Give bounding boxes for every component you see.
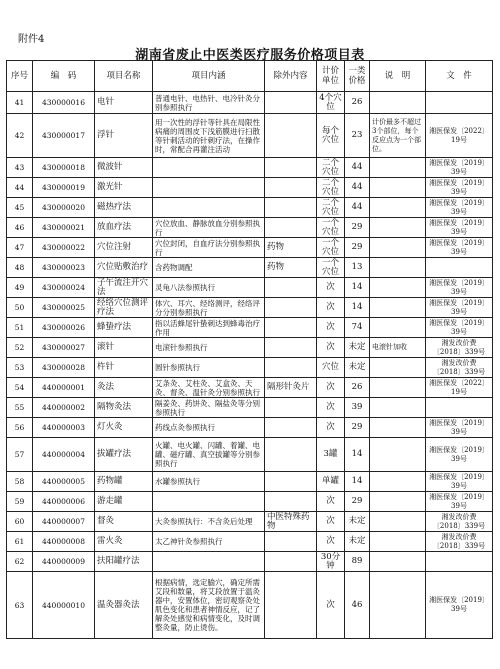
cell-name: 灸法 <box>95 378 153 398</box>
cell-doc <box>426 398 493 418</box>
header-price: 一类价格 <box>345 61 370 92</box>
table-row <box>7 238 493 258</box>
table-row <box>7 532 493 552</box>
cell-no: 47 <box>7 238 33 258</box>
cell-code: 440000008 <box>33 532 95 552</box>
cell-code: 440000005 <box>33 472 95 492</box>
cell-unit: 次 <box>317 532 345 552</box>
cell-except <box>265 158 317 178</box>
cell-unit: 二个穴位 <box>317 158 345 178</box>
header-doc: 文 件 <box>426 61 493 92</box>
cell-note <box>370 198 426 218</box>
cell-except <box>265 492 317 512</box>
cell-doc: 湘医保发〔2019〕39号 <box>426 418 493 438</box>
cell-code: 430000018 <box>33 158 95 178</box>
cell-content: 太乙神针灸参照执行 <box>153 532 265 552</box>
cell-content: 穴位封闭，自血疗法分别参照执行 <box>153 238 265 258</box>
cell-content <box>153 492 265 512</box>
header-content: 项目内涵 <box>153 61 265 92</box>
cell-unit: 每个穴位 <box>317 114 345 158</box>
cell-note <box>370 358 426 378</box>
cell-no: 58 <box>7 472 33 492</box>
cell-no: 45 <box>7 198 33 218</box>
cell-price: 14 <box>345 472 370 492</box>
table-row <box>7 358 493 378</box>
cell-except <box>265 472 317 492</box>
cell-content: 灵龟八法参照执行 <box>153 278 265 298</box>
cell-doc: 湘医保发〔2022〕19号 <box>426 378 493 398</box>
table-row <box>7 472 493 492</box>
cell-code: 430000024 <box>33 278 95 298</box>
cell-note <box>370 472 426 492</box>
cell-no: 41 <box>7 92 33 114</box>
cell-no: 44 <box>7 178 33 198</box>
cell-except <box>265 298 317 318</box>
table-row <box>7 338 493 358</box>
cell-unit: 次 <box>317 492 345 512</box>
cell-except <box>265 114 317 158</box>
cell-doc: 湘医保发〔2019〕39号 <box>426 238 493 258</box>
cell-unit: 一个穴位 <box>317 258 345 278</box>
cell-price: 26 <box>345 378 370 398</box>
cell-price: 89 <box>345 552 370 572</box>
cell-name: 穴位注射 <box>95 238 153 258</box>
cell-doc <box>426 552 493 572</box>
cell-content: 圆针参照执行 <box>153 358 265 378</box>
page-title: 湖南省废止中医类医疗服务价格项目表 <box>135 48 365 63</box>
table-row <box>7 438 493 472</box>
table-row <box>7 572 493 639</box>
cell-price: 39 <box>345 398 370 418</box>
cell-name: 蜂蛰疗法 <box>95 318 153 338</box>
cell-content: 根据病情，选定腧穴，确定所需艾段和数量，将艾段放置于温灸器中，安置体位，密切观察灸处肌色变化和患者神情反应，记了解灸处感觉和病情变化，及时调整灸量，防止烫伤。 <box>153 572 265 639</box>
cell-doc: 湘医保发〔2019〕39号 <box>426 178 493 198</box>
cell-note <box>370 572 426 639</box>
cell-doc: 湘医保发〔2019〕39号 <box>426 572 493 639</box>
cell-doc: 湘发改价费〔2018〕339号 <box>426 338 493 358</box>
cell-unit: 二个穴位 <box>317 198 345 218</box>
table-row <box>7 218 493 238</box>
table-row <box>7 92 493 114</box>
cell-unit: 30分钟 <box>317 552 345 572</box>
cell-except <box>265 92 317 114</box>
cell-price: 46 <box>345 572 370 639</box>
cell-unit: 次 <box>317 418 345 438</box>
cell-code: 430000025 <box>33 298 95 318</box>
cell-doc <box>426 258 493 278</box>
header-except: 除外内容 <box>265 61 317 92</box>
cell-unit: 次 <box>317 572 345 639</box>
cell-except <box>265 178 317 198</box>
cell-price: 29 <box>345 218 370 238</box>
cell-code: 440000004 <box>33 438 95 472</box>
cell-price: 29 <box>345 418 370 438</box>
cell-no: 53 <box>7 358 33 378</box>
cell-doc: 湘发改价费〔2018〕339号 <box>426 512 493 532</box>
cell-except <box>265 358 317 378</box>
cell-name: 杵针 <box>95 358 153 378</box>
cell-name: 温灸器灸法 <box>95 572 153 639</box>
cell-code: 440000006 <box>33 492 95 512</box>
cell-doc: 湘医保发〔2019〕39号 <box>426 218 493 238</box>
cell-note <box>370 318 426 338</box>
cell-no: 43 <box>7 158 33 178</box>
cell-content: 隔姜灸、药饼灸、隔盐灸等分别参照执行 <box>153 398 265 418</box>
cell-no: 46 <box>7 218 33 238</box>
cell-name: 雷火灸 <box>95 532 153 552</box>
cell-price: 13 <box>345 258 370 278</box>
cell-no: 48 <box>7 258 33 278</box>
cell-code: 430000020 <box>33 198 95 218</box>
cell-content: 水罐参照执行 <box>153 472 265 492</box>
cell-content <box>153 158 265 178</box>
cell-name: 子午流注开穴法 <box>95 278 153 298</box>
cell-no: 49 <box>7 278 33 298</box>
cell-name: 放血疗法 <box>95 218 153 238</box>
cell-no: 50 <box>7 298 33 318</box>
cell-content: 电滚针参照执行 <box>153 338 265 358</box>
cell-note <box>370 552 426 572</box>
cell-code: 440000003 <box>33 418 95 438</box>
cell-content: 艾条灸、艾柱灸、艾盒灸、天灸、督灸、温针灸分别参照执行 <box>153 378 265 398</box>
cell-note <box>370 378 426 398</box>
cell-price: 未定 <box>345 512 370 532</box>
cell-price: 44 <box>345 158 370 178</box>
cell-content: 大灸参照执行：不含灸后处理 <box>153 512 265 532</box>
cell-unit: 一个穴位 <box>317 218 345 238</box>
header-no: 序号 <box>7 61 33 92</box>
cell-doc: 湘发改价费〔2018〕339号 <box>426 358 493 378</box>
cell-no: 57 <box>7 438 33 472</box>
cell-code: 430000017 <box>33 114 95 158</box>
cell-doc: 湘医保发〔2019〕39号 <box>426 318 493 338</box>
cell-no: 55 <box>7 398 33 418</box>
cell-name: 药物罐 <box>95 472 153 492</box>
cell-code: 440000007 <box>33 512 95 532</box>
cell-note: 计价最多不超过3个部位，每个反应点为一个部位。 <box>370 114 426 158</box>
cell-note <box>370 238 426 258</box>
cell-except <box>265 438 317 472</box>
cell-code: 430000016 <box>33 92 95 114</box>
cell-except <box>265 572 317 639</box>
cell-note <box>370 532 426 552</box>
table-row <box>7 178 493 198</box>
cell-price: 14 <box>345 438 370 472</box>
cell-note <box>370 278 426 298</box>
cell-price: 26 <box>345 92 370 114</box>
cell-name: 电针 <box>95 92 153 114</box>
cell-name: 激光针 <box>95 178 153 198</box>
table-row <box>7 278 493 298</box>
cell-code: 430000028 <box>33 358 95 378</box>
cell-no: 61 <box>7 532 33 552</box>
cell-except: 隔形针灸片 <box>265 378 317 398</box>
cell-code: 440000010 <box>33 572 95 639</box>
cell-price: 23 <box>345 114 370 158</box>
cell-except <box>265 552 317 572</box>
cell-no: 60 <box>7 512 33 532</box>
price-table <box>6 60 493 639</box>
cell-except <box>265 418 317 438</box>
cell-doc: 湘医保发〔2019〕39号 <box>426 492 493 512</box>
cell-note <box>370 398 426 418</box>
cell-code: 430000026 <box>33 318 95 338</box>
cell-content <box>153 552 265 572</box>
cell-name: 拔罐疗法 <box>95 438 153 472</box>
cell-unit: 次 <box>317 512 345 532</box>
cell-price: 14 <box>345 278 370 298</box>
table-row <box>7 198 493 218</box>
table-row <box>7 258 493 278</box>
cell-content: 指以活蜂尾针蛰刺达到蜂毒治疗作用 <box>153 318 265 338</box>
cell-unit: 次 <box>317 278 345 298</box>
cell-content: 药线点灸参照执行 <box>153 418 265 438</box>
cell-name: 灯火灸 <box>95 418 153 438</box>
cell-content: 用一次性的浮针等针具在局限性病痛的周围皮下浅筋膜进行扫散等针刺活动的针刺疗法，在操作时，常配合再灌注活动 <box>153 114 265 158</box>
header-unit: 计价单位 <box>317 61 345 92</box>
cell-price: 未定 <box>345 338 370 358</box>
cell-unit: 4个穴位 <box>317 92 345 114</box>
cell-name: 浮针 <box>95 114 153 158</box>
table-row <box>7 378 493 398</box>
cell-no: 63 <box>7 572 33 639</box>
cell-code: 430000027 <box>33 338 95 358</box>
cell-except <box>265 338 317 358</box>
cell-note <box>370 178 426 198</box>
cell-unit: 二个穴位 <box>317 178 345 198</box>
cell-name: 微波针 <box>95 158 153 178</box>
table-row <box>7 398 493 418</box>
cell-code: 430000019 <box>33 178 95 198</box>
cell-except <box>265 398 317 418</box>
cell-doc: 湘医保发〔2019〕39号 <box>426 278 493 298</box>
cell-price: 29 <box>345 238 370 258</box>
attachment-label: 附件4 <box>18 34 45 45</box>
cell-doc: 湘医保发〔2019〕39号 <box>426 298 493 318</box>
cell-doc: 湘医保发〔2022〕19号 <box>426 114 493 158</box>
cell-except <box>265 532 317 552</box>
header-name: 项目名称 <box>95 61 153 92</box>
cell-except: 药物 <box>265 258 317 278</box>
cell-except <box>265 318 317 338</box>
cell-except: 中医特殊药物 <box>265 512 317 532</box>
cell-name: 游走罐 <box>95 492 153 512</box>
cell-code: 430000022 <box>33 238 95 258</box>
table-row <box>7 492 493 512</box>
cell-doc: 湘医保发〔2019〕39号 <box>426 198 493 218</box>
cell-unit: 穴位 <box>317 358 345 378</box>
cell-content <box>153 198 265 218</box>
cell-no: 56 <box>7 418 33 438</box>
cell-price: 未定 <box>345 532 370 552</box>
cell-name: 经络穴位测评疗法 <box>95 298 153 318</box>
cell-content: 普通电针、电热针、电冷针灸分别参照执行 <box>153 92 265 114</box>
cell-name: 扶阳罐疗法 <box>95 552 153 572</box>
cell-doc: 湘医保发〔2019〕39号 <box>426 158 493 178</box>
cell-note <box>370 158 426 178</box>
table-row <box>7 298 493 318</box>
cell-price: 44 <box>345 198 370 218</box>
cell-content <box>153 178 265 198</box>
table-row <box>7 114 493 158</box>
cell-unit: 次 <box>317 378 345 398</box>
cell-name: 磁热疗法 <box>95 198 153 218</box>
table-row <box>7 318 493 338</box>
cell-code: 430000021 <box>33 218 95 238</box>
table-row <box>7 418 493 438</box>
cell-content: 体穴、耳穴、经络测评，经络评分分别参照执行 <box>153 298 265 318</box>
cell-content: 穴位放血、静脉放血分别参照执行 <box>153 218 265 238</box>
cell-price: 29 <box>345 492 370 512</box>
cell-note <box>370 492 426 512</box>
cell-price: 14 <box>345 298 370 318</box>
cell-unit: 次 <box>317 338 345 358</box>
cell-price: 44 <box>345 178 370 198</box>
cell-name: 穴位贴敷治疗 <box>95 258 153 278</box>
cell-unit: 次 <box>317 318 345 338</box>
cell-no: 42 <box>7 114 33 158</box>
header-code: 编 码 <box>33 61 95 92</box>
cell-unit: 次 <box>317 398 345 418</box>
cell-note <box>370 258 426 278</box>
cell-no: 62 <box>7 552 33 572</box>
cell-note <box>370 438 426 472</box>
cell-name: 隔物灸法 <box>95 398 153 418</box>
cell-code: 440000002 <box>33 398 95 418</box>
cell-note <box>370 418 426 438</box>
cell-unit: 一个穴位 <box>317 238 345 258</box>
cell-unit: 3罐 <box>317 438 345 472</box>
cell-unit: 次 <box>317 298 345 318</box>
cell-except: 药物 <box>265 238 317 258</box>
cell-code: 440000009 <box>33 552 95 572</box>
cell-no: 59 <box>7 492 33 512</box>
cell-price: 未定 <box>345 358 370 378</box>
cell-name: 滚针 <box>95 338 153 358</box>
cell-unit: 单罐 <box>317 472 345 492</box>
cell-content: 火罐、电火罐、闪罐、着罐、电罐、磁疗罐、真空拔罐等分别参照执行 <box>153 438 265 472</box>
cell-note <box>370 298 426 318</box>
cell-except <box>265 278 317 298</box>
cell-price: 74 <box>345 318 370 338</box>
cell-except <box>265 218 317 238</box>
cell-note: 电滚针加收 <box>370 338 426 358</box>
cell-note <box>370 512 426 532</box>
cell-no: 52 <box>7 338 33 358</box>
cell-note <box>370 218 426 238</box>
cell-content: 含药物调配 <box>153 258 265 278</box>
cell-doc: 湘医保发〔2019〕39号 <box>426 438 493 472</box>
header-note: 说 明 <box>370 61 426 92</box>
cell-note <box>370 92 426 114</box>
cell-no: 51 <box>7 318 33 338</box>
cell-doc: 湘医保发〔2019〕39号 <box>426 472 493 492</box>
cell-no: 54 <box>7 378 33 398</box>
cell-except <box>265 198 317 218</box>
cell-code: 430000023 <box>33 258 95 278</box>
cell-name: 督灸 <box>95 512 153 532</box>
cell-doc <box>426 92 493 114</box>
table-row <box>7 552 493 572</box>
table-header-row <box>7 61 493 92</box>
cell-doc: 湘发改价费〔2018〕339号 <box>426 532 493 552</box>
cell-code: 440000001 <box>33 378 95 398</box>
table-row <box>7 158 493 178</box>
table-row <box>7 512 493 532</box>
